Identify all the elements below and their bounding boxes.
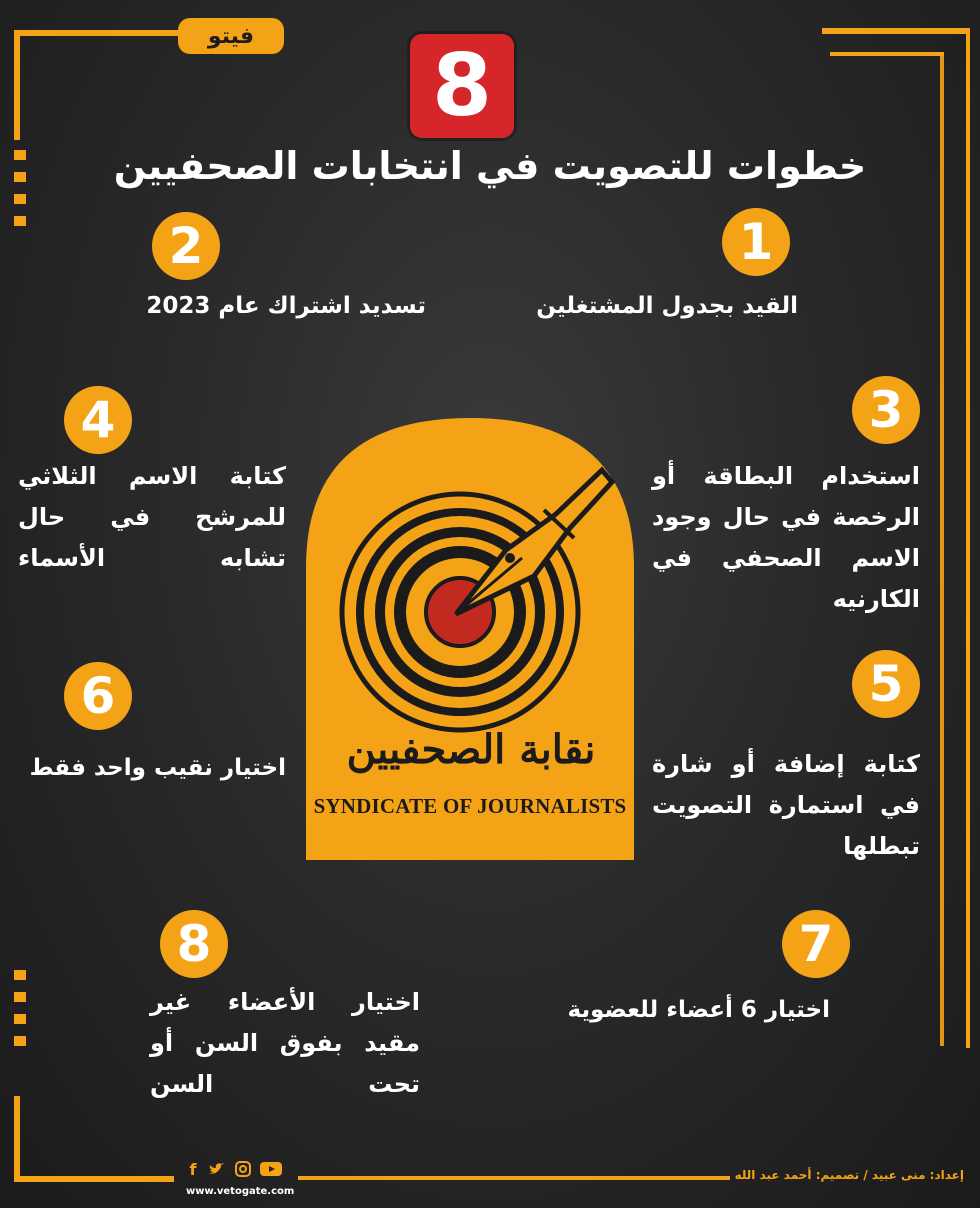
step-number-5: 5 <box>852 650 920 718</box>
dash-marker <box>14 194 26 204</box>
step-text-2: تسديد اشتراك عام 2023 <box>146 293 426 319</box>
frame-bottom <box>14 1176 174 1182</box>
step-number-4: 4 <box>64 386 132 454</box>
step-text-8: اختيار الأعضاء غير مقيد بفوق السن أو تحت السن <box>150 988 420 1098</box>
step-number-6: 6 <box>64 662 132 730</box>
dash-marker <box>14 150 26 160</box>
syndicate-emblem <box>306 418 634 860</box>
step-number-8: 8 <box>160 910 228 978</box>
brand-logo-text: فيتو <box>207 23 255 49</box>
step-text-1: القيد بجدول المشتغلين <box>536 293 798 319</box>
frame-right-inner <box>940 56 944 1046</box>
youtube-icon[interactable] <box>260 1160 282 1178</box>
website-url[interactable]: www.vetogate.com <box>186 1186 295 1197</box>
emblem-english-name: SYNDICATE OF JOURNALISTS <box>313 794 627 818</box>
step-text-3: استخدام البطاقة أو الرخصة في حال وجود الاسم الصحفي في الكارنيه <box>652 462 920 613</box>
count-badge <box>410 34 514 138</box>
dash-marker <box>14 216 26 226</box>
twitter-icon[interactable] <box>206 1160 228 1178</box>
frame-right <box>966 28 970 1048</box>
dash-marker <box>14 172 26 182</box>
brand-logo[interactable] <box>178 18 284 54</box>
frame-top-right <box>822 28 970 34</box>
step-number-3: 3 <box>852 376 920 444</box>
frame-left-lower <box>14 1096 20 1180</box>
step-number-7: 7 <box>782 910 850 978</box>
page-title: خطوات للتصويت في انتخابات الصحفيين <box>113 144 867 188</box>
frame-top-left <box>14 30 178 36</box>
instagram-icon[interactable] <box>232 1160 254 1178</box>
step-text-6: اختيار نقيب واحد فقط <box>29 755 286 781</box>
frame-bottom-right <box>298 1176 730 1180</box>
step-text-5: كتابة إضافة أو شارة في استمارة التصويت تبطلها <box>652 750 920 860</box>
facebook-icon[interactable]: f <box>189 1159 197 1179</box>
emblem-arabic-name: نقابة الصحفيين <box>346 726 596 773</box>
dash-marker <box>14 992 26 1002</box>
dash-marker <box>14 1036 26 1046</box>
step-text-7: اختيار 6 أعضاء للعضوية <box>567 997 830 1023</box>
dash-marker <box>14 970 26 980</box>
frame-top-right-inner <box>830 52 944 56</box>
count-badge-number: 8 <box>432 36 492 136</box>
dash-marker <box>14 1014 26 1024</box>
step-text-4: كتابة الاسم الثلاثي للمرشح في حال تشابه الأسماء <box>18 462 286 572</box>
step-number-1: 1 <box>722 208 790 276</box>
step-number-2: 2 <box>152 212 220 280</box>
credits: إعداد: منى عبيد / تصميم: أحمد عبد الله <box>734 1168 964 1182</box>
frame-left-upper <box>14 30 20 140</box>
